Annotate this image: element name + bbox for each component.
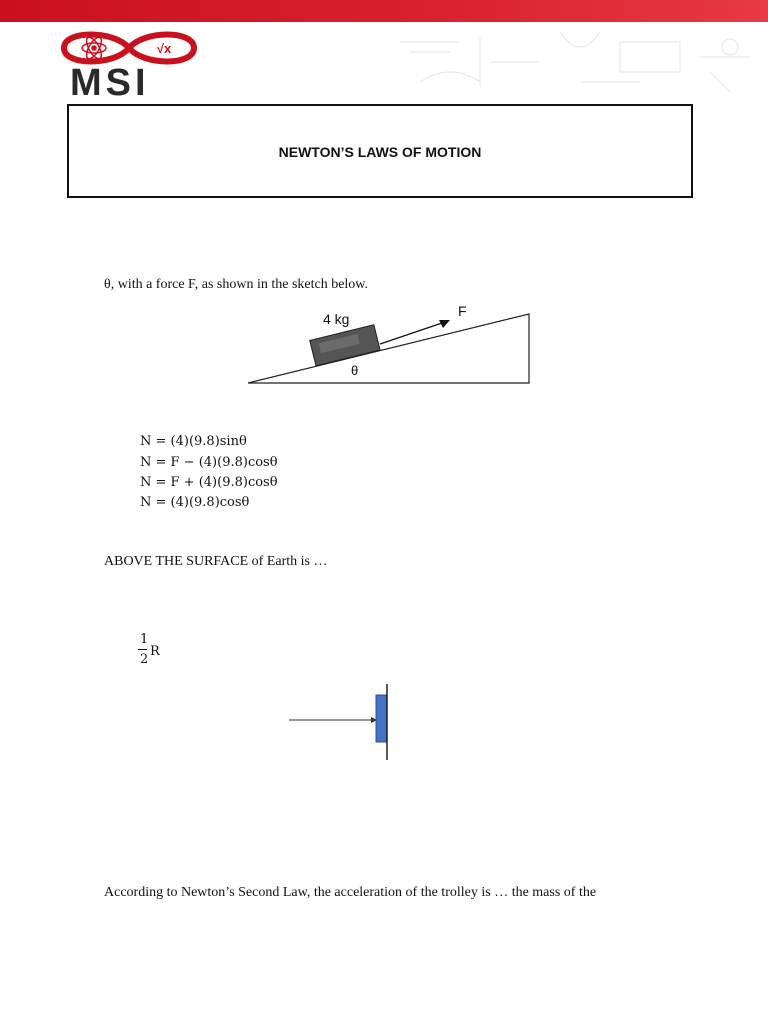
logo-infinity-shape: [64, 35, 194, 62]
option-d: N = (4)(9.8)cosθ: [140, 495, 250, 510]
background-formula-sketch: [380, 22, 768, 102]
fraction-bar: [138, 649, 147, 650]
mass-label: 4 kg: [323, 311, 350, 327]
logo-text: MSI: [70, 62, 150, 104]
option-b: N = F − (4)(9.8)cosθ: [140, 455, 278, 470]
question-4-text: According to Newton’s Second Law, the acceleration of the trolley is … the mass of the: [104, 885, 597, 900]
fraction-numerator: 1: [140, 632, 149, 647]
question-2-text: ABOVE THE SURFACE of Earth is …: [104, 554, 328, 569]
wall-block-diagram: [285, 680, 395, 764]
title-box: [67, 104, 693, 198]
force-label: F: [458, 303, 467, 319]
page-title: NEWTON’S LAWS OF MOTION: [278, 144, 482, 160]
incline-ramp: [248, 314, 529, 383]
angle-label: θ: [351, 363, 359, 378]
atom-icon: [82, 35, 106, 61]
fraction-denominator: 2: [140, 652, 149, 667]
question-1-text: θ, with a force F, as shown in the sketch below.: [104, 277, 369, 292]
logo-badge-symbol: √x: [156, 41, 172, 56]
header-red-band: [0, 0, 768, 22]
incline-diagram: [240, 300, 540, 390]
option-a: N = (4)(9.8)sinθ: [140, 434, 247, 449]
blue-block: [376, 695, 387, 742]
force-arrow: [380, 323, 442, 344]
option-c: N = F + (4)(9.8)cosθ: [140, 475, 278, 490]
fraction-symbol: R: [150, 644, 160, 659]
